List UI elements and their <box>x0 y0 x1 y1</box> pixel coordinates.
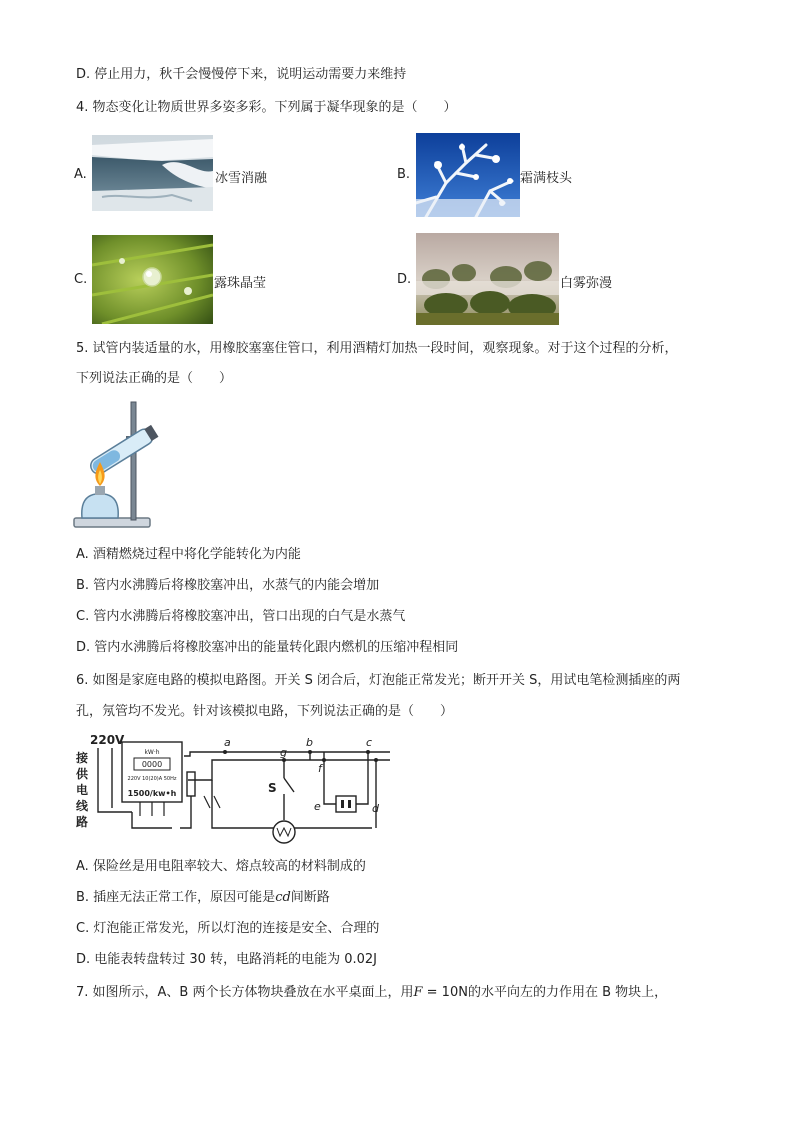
q5-stem-line2: 下列说法正确的是（ ） <box>76 371 233 386</box>
q6-stem-line1: 6. 如图是家庭电路的模拟电路图。开关 S 闭合后，灯泡能正常发光；断开开关 S，用试电笔检测插座的两 <box>76 673 681 688</box>
q7-stem-pre: 7. 如图所示，A、B 两个长方体物块叠放在水平桌面上，用 <box>76 985 414 1000</box>
node-g-label: g <box>280 746 287 759</box>
q6-option-b-var: cd <box>275 890 291 905</box>
meter-rate: 1500/kw•h <box>127 789 177 798</box>
node-f-label: f <box>318 762 322 775</box>
meter-digits: 0000 <box>141 760 163 769</box>
q4-option-b-caption: 霜满枝头 <box>520 171 573 186</box>
supply-char-2: 供 <box>76 767 89 781</box>
q5-option-c: C. 管内水沸腾后将橡胶塞冲出，管口出现的白气是水蒸气 <box>76 609 406 624</box>
q6-option-a: A. 保险丝是用电阻率较大、熔点较高的材料制成的 <box>76 859 366 874</box>
voltage-label: 220V <box>90 733 125 747</box>
alcohol-lamp <box>82 494 118 518</box>
test-tube-heating-figure <box>72 400 168 530</box>
supply-char-5: 路 <box>76 815 89 829</box>
q6-option-b <box>76 889 330 907</box>
q7-formula-eq: = 10N <box>422 985 468 1000</box>
household-circuit-diagram <box>72 732 394 850</box>
q7-stem <box>76 984 667 1002</box>
switch-s-label: S <box>268 781 277 795</box>
q4-option-d-letter: D. <box>397 272 412 287</box>
q4-option-c-letter: C. <box>74 272 88 287</box>
q5-option-d: D. 管内水沸腾后将橡胶塞冲出的能量转化跟内燃机的压缩冲程相同 <box>76 640 459 655</box>
supply-char-1: 接 <box>76 751 89 765</box>
q4-option-b-letter: B. <box>397 167 411 182</box>
node-c-label: c <box>366 736 373 749</box>
q6-option-b-pre: B. 插座无法正常工作，原因可能是 <box>76 890 276 905</box>
q6-option-b-post: 间断路 <box>290 890 330 905</box>
q3-option-d: D. 停止用力，秋千会慢慢停下来，说明运动需要力来维持 <box>76 67 407 82</box>
stand-base <box>74 518 150 527</box>
node-b-label: b <box>306 736 313 749</box>
q5-stem-line1: 5. 试管内装适量的水，用橡胶塞塞住管口，利用酒精灯加热一段时间，观察现象。对于这个过程的分析， <box>76 341 678 356</box>
meter-spec: 220V 10(20)A 50Hz <box>127 776 177 782</box>
node-a-label: a <box>224 736 231 749</box>
q6-option-c: C. 灯泡能正常发光，所以灯泡的连接是安全、合理的 <box>76 921 380 936</box>
q7-stem-post: 的水平向左的力作用在 B 物块上， <box>467 985 668 1000</box>
socket-icon <box>336 796 356 812</box>
meter-unit: kW·h <box>144 749 160 756</box>
dew-drops-image <box>92 235 213 324</box>
q4-option-a-caption: 冰雪消融 <box>215 171 268 186</box>
frost-branches-image <box>416 133 520 217</box>
q4-option-a-letter: A. <box>74 167 87 182</box>
node-d-label: d <box>372 802 379 815</box>
q5-option-b: B. 管内水沸腾后将橡胶塞冲出，水蒸气的内能会增加 <box>76 578 380 593</box>
fog-forest-image <box>416 233 559 325</box>
supply-char-3: 电 <box>76 783 89 797</box>
q4-stem: 4. 物态变化让物质世界多姿多彩。下列属于凝华现象的是（ ） <box>76 100 457 115</box>
q6-option-d: D. 电能表转盘转过 30 转，电路消耗的电能为 0.02J <box>76 952 377 967</box>
q6-stem-line2: 孔，氖管均不发光。针对该模拟电路，下列说法正确的是（ ） <box>76 704 454 719</box>
q7-formula-var: F <box>413 985 423 1000</box>
stand-rod <box>131 402 136 520</box>
q5-option-a: A. 酒精燃烧过程中将化学能转化为内能 <box>76 547 301 562</box>
bulb-icon <box>273 821 295 843</box>
q4-option-d-caption: 白雾弥漫 <box>560 276 613 291</box>
ice-melting-image <box>92 135 213 211</box>
supply-char-4: 线 <box>76 799 89 813</box>
q4-option-c-caption: 露珠晶莹 <box>214 276 267 291</box>
node-e-label: e <box>314 800 321 813</box>
